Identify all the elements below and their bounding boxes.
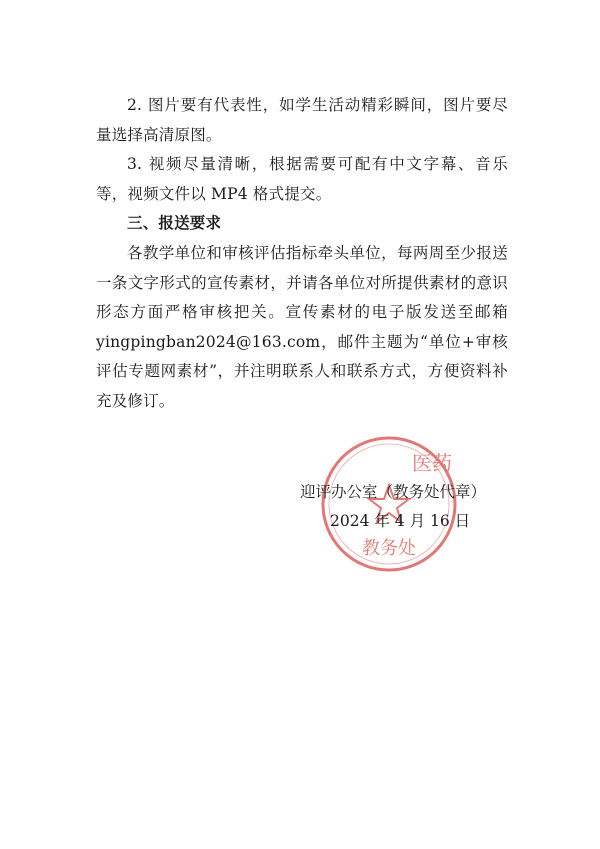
document-body (96, 91, 508, 417)
seal-top-text: 医药 (412, 451, 452, 475)
signature-block (300, 478, 520, 536)
seal-bottom-text: 教务处 (362, 538, 416, 559)
paragraph-item-2: 2. 图片要有代表性，如学生活动精彩瞬间，图片要尽量选择高清原图。 (96, 96, 508, 144)
signature-organization: 迎评办公室（教务处代章） (300, 483, 487, 501)
section-body: 各教学单位和审核评估指标牵头单位，每两周至少报送一条文字形式的宣传素材，并请各单位对所提供素材的意识形态方面严格审核把关。宣传素材的电子版发送至邮箱 yingpingban2024@163.com，邮件主题为“单位+审核评估专题网素材”，并注明联系人和联系方式，方便资料补充及修订。 (96, 243, 508, 410)
section-heading: 三、报送要求 (127, 214, 222, 233)
signature-date: 2024 年 4 月 16 日 (330, 512, 471, 530)
paragraph-item-3: 3. 视频尽量清晰，根据需要可配有中文字幕、音乐等，视频文件以 MP4 格式提交。 (96, 155, 508, 203)
